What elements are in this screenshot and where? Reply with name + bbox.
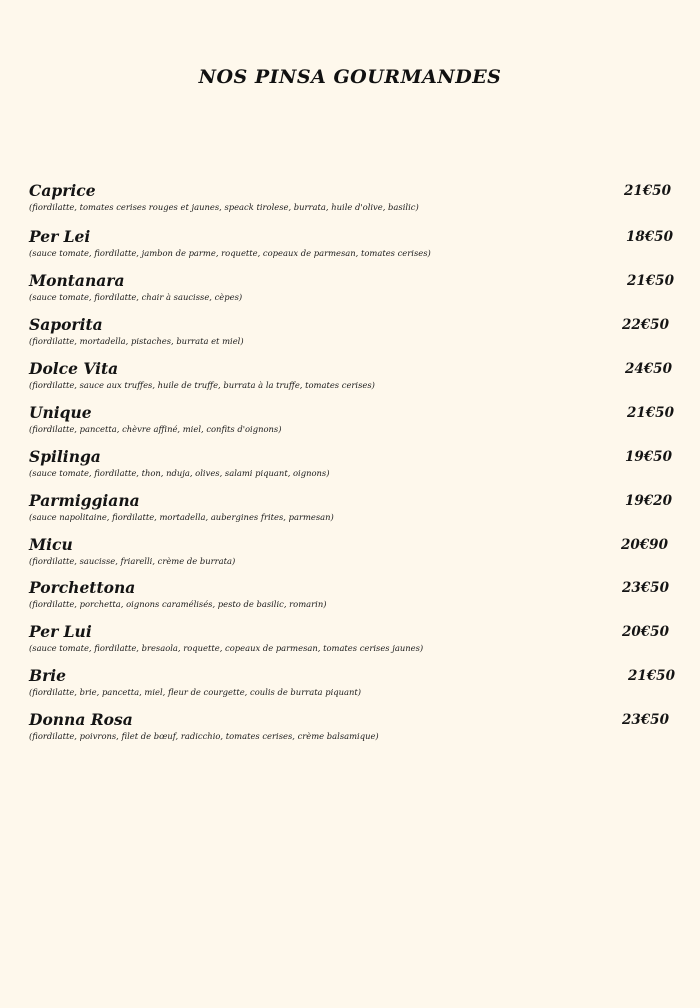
item-name: Porchettona [29, 578, 136, 597]
item-name: Parmiggiana [29, 491, 140, 510]
item-price: 23€50 [622, 712, 669, 728]
menu-item-spilinga [29, 447, 679, 487]
menu-item-caprice [29, 181, 679, 221]
item-price: 20€50 [622, 624, 669, 640]
item-name: Montanara [29, 271, 125, 290]
item-price: 19€20 [625, 493, 672, 509]
item-description: (sauce tomate, fiordilatte, chair à saucisse, cèpes) [29, 292, 243, 302]
menu-item-per-lei [29, 227, 679, 267]
menu-item-micu [29, 535, 679, 575]
item-name: Dolce Vita [29, 359, 119, 378]
menu-item-montanara [29, 271, 679, 311]
item-description: (fiordilatte, sauce aux truffes, huile de truffe, burrata à la truffe, tomates cerises) [29, 380, 375, 390]
item-name: Per Lei [29, 227, 91, 246]
menu-title: NOS PINSA GOURMANDES [198, 66, 502, 88]
item-description: (fiordilatte, porchetta, oignons caramélisés, pesto de basilic, romarin) [29, 599, 327, 609]
item-description: (fiordilatte, mortadella, pistaches, burrata et miel) [29, 336, 244, 346]
item-price: 21€50 [628, 668, 675, 684]
menu-item-dolce-vita [29, 359, 679, 399]
menu-item-saporita [29, 315, 679, 355]
item-price: 18€50 [626, 229, 673, 245]
item-price: 24€50 [625, 361, 672, 377]
menu-item-unique [29, 403, 679, 443]
item-name: Spilinga [29, 447, 101, 466]
menu-item-donna-rosa [29, 710, 679, 750]
item-description: (sauce tomate, fiordilatte, jambon de parme, roquette, copeaux de parmesan, tomates cerises) [29, 248, 431, 258]
item-description: (fiordilatte, saucisse, friarelli, crème de burrata) [29, 556, 236, 566]
item-description: (fiordilatte, brie, pancetta, miel, fleur de courgette, coulis de burrata piquant) [29, 687, 362, 697]
item-description: (fiordilatte, poivrons, filet de bœuf, radicchio, tomates cerises, crème balsamique) [29, 731, 379, 741]
menu-item-parmiggiana [29, 491, 679, 531]
item-description: (fiordilatte, tomates cerises rouges et jaunes, speack tirolese, burrata, huile d'olive, basilic) [29, 202, 419, 212]
menu-item-per-lui [29, 622, 679, 662]
item-name: Saporita [29, 315, 103, 334]
item-name: Per Lui [29, 622, 92, 641]
item-name: Brie [29, 666, 67, 685]
item-description: (fiordilatte, pancetta, chèvre affiné, miel, confits d'oignons) [29, 424, 282, 434]
item-name: Micu [29, 535, 73, 554]
item-price: 19€50 [625, 449, 672, 465]
item-name: Donna Rosa [29, 710, 133, 729]
item-price: 20€90 [621, 537, 668, 553]
item-price: 23€50 [622, 580, 669, 596]
menu-item-brie [29, 666, 679, 706]
item-description: (sauce tomate, fiordilatte, bresaola, roquette, copeaux de parmesan, tomates cerises jaunes) [29, 643, 424, 653]
item-name: Unique [29, 403, 92, 422]
item-price: 21€50 [624, 183, 671, 199]
item-price: 21€50 [627, 405, 674, 421]
menu-item-porchettona [29, 578, 679, 618]
item-description: (sauce tomate, fiordilatte, thon, nduja, olives, salami piquant, oignons) [29, 468, 330, 478]
item-name: Caprice [29, 181, 96, 200]
item-price: 22€50 [622, 317, 669, 333]
item-description: (sauce napolitaine, fiordilatte, mortadella, aubergines frites, parmesan) [29, 512, 334, 522]
item-price: 21€50 [627, 273, 674, 289]
